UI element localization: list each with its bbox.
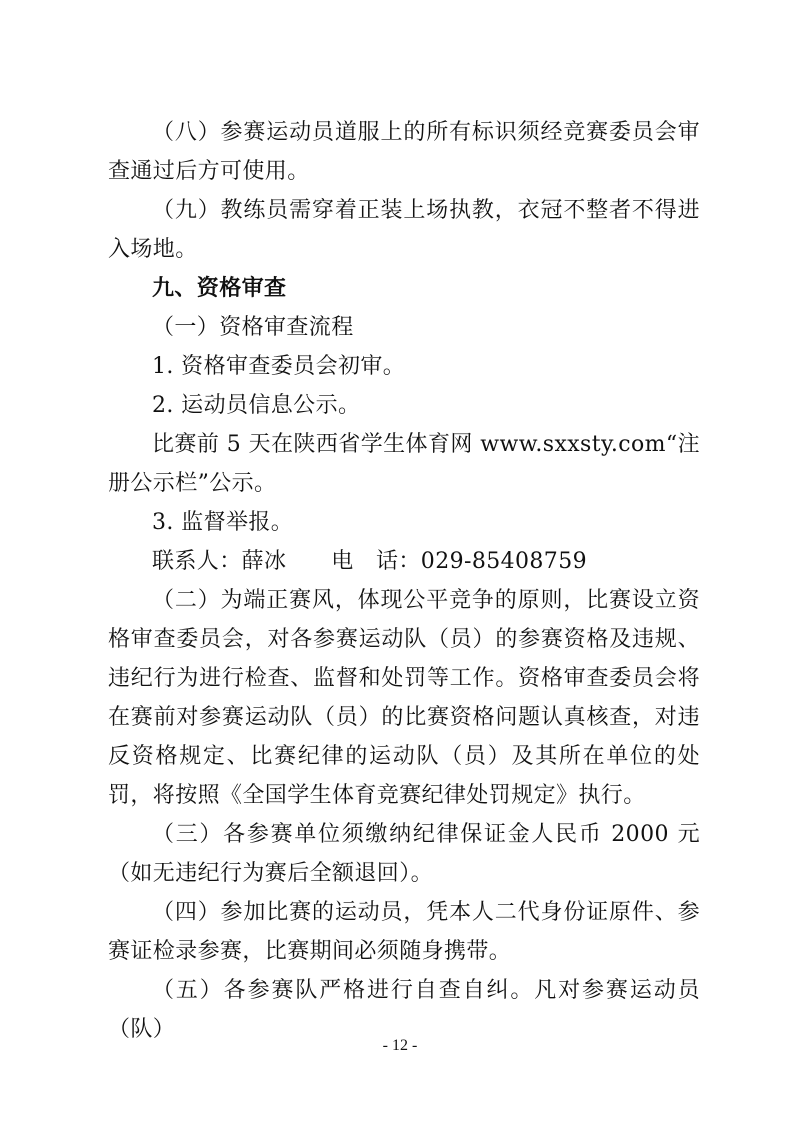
paragraph-subsection-2: （二）为端正赛风，体现公平竞争的原则，比赛设立资格审查委员会，对各参赛运动队（员）的参赛资格及违规、违纪行为进行检查、监督和处罚等工作。资格审查委员会将在赛前对参赛运动队（员）的比赛资格问题认真核查，对违反资格规定、比赛纪律的运动队（员）及其所在单位的处罚，将按照《全国学生体育竞赛纪律处罚规定》执行。	[108, 588, 700, 808]
paragraph-step-3: 3. 监督举报。	[152, 510, 294, 535]
page-number: - 12 -	[382, 1037, 418, 1054]
paragraph-contact: 联系人：薛冰 电 话：029-85408759	[152, 549, 588, 574]
paragraph-step-1: 1. 资格审查委员会初审。	[152, 354, 406, 379]
paragraph-item-8: （八）参赛运动员道服上的所有标识须经竞赛委员会审查通过后方可使用。	[108, 120, 700, 184]
paragraph-subsection-4: （四）参加比赛的运动员，凭本人二代身份证原件、参赛证检录参赛，比赛期间必须随身携带。	[108, 900, 700, 964]
paragraph-subsection-5: （五）各参赛队严格进行自查自纠。凡对参赛运动员（队）	[108, 978, 700, 1042]
paragraph-subsection-3: （三）各参赛单位须缴纳纪律保证金人民币 2000 元（如无违纪行为赛后全额退回）。	[108, 822, 700, 886]
page-body	[108, 113, 700, 1049]
section-heading-qualification: 九、资格审查	[152, 276, 287, 301]
paragraph-item-9: （九）教练员需穿着正装上场执教，衣冠不整者不得进入场地。	[108, 198, 700, 262]
paragraph-publicity: 比赛前 5 天在陕西省学生体育网 www.sxxsty.com“注册公示栏”公示。	[108, 432, 700, 496]
paragraph-step-2: 2. 运动员信息公示。	[152, 393, 361, 418]
paragraph-subsection-1: （一）资格审查流程	[152, 315, 354, 340]
